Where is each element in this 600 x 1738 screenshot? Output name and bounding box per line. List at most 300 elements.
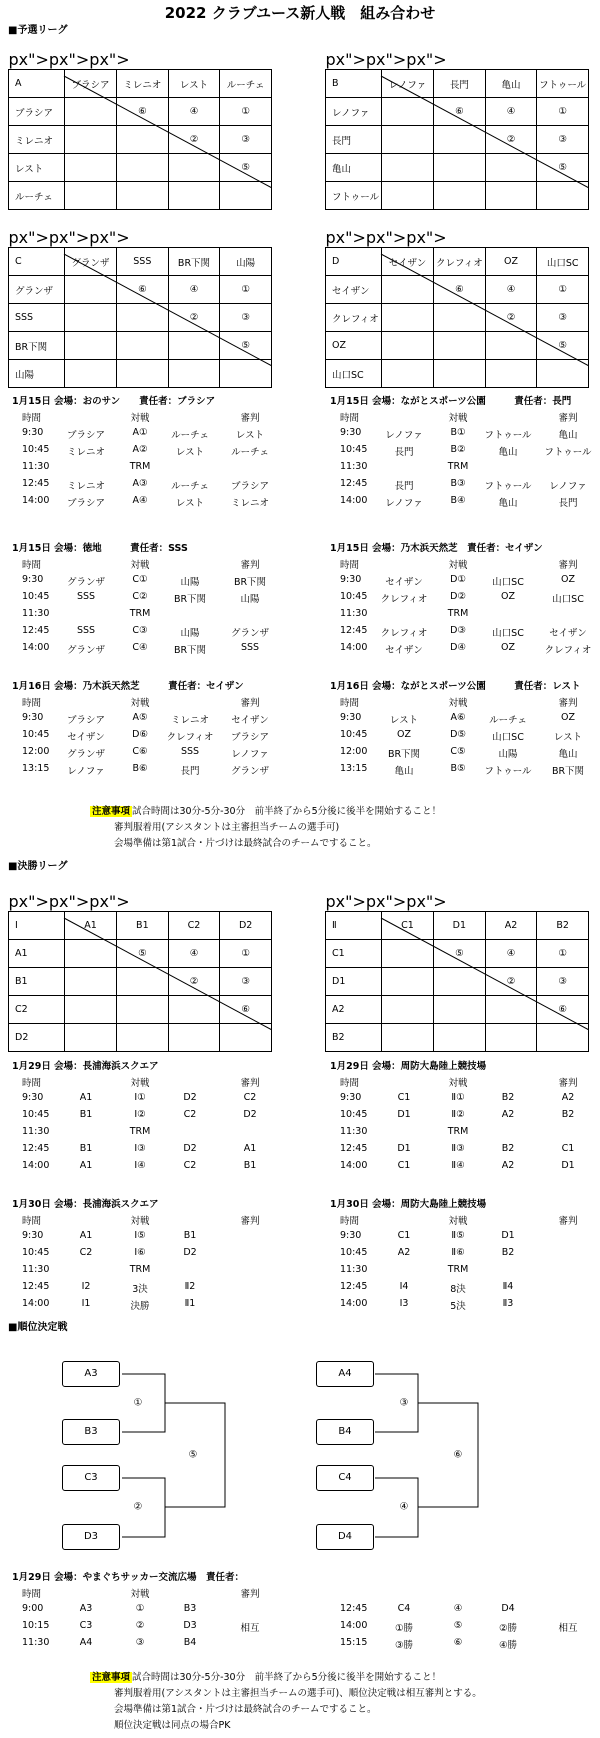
- row-team: 山口SC: [326, 360, 382, 388]
- match-cell: ③: [537, 968, 589, 996]
- match-time: 10:45: [22, 1109, 50, 1120]
- column-team: B2: [537, 912, 589, 940]
- match-time: 9:30: [22, 1092, 44, 1103]
- bracket-team: D4: [316, 1524, 374, 1550]
- match-cell: ①: [537, 940, 589, 968]
- notice-label: 注意事項: [92, 1672, 131, 1683]
- match-time: 11:30: [340, 461, 368, 472]
- match-cell: ①: [220, 98, 272, 126]
- match-time: 11:30: [340, 1126, 368, 1137]
- team-away: フトゥール: [484, 430, 532, 441]
- schedule-title: 1月15日 会場：ながとスポーツ公園 責任者：長門: [330, 396, 572, 407]
- match-time: 12:45: [22, 1143, 50, 1154]
- team-home: セイザン: [385, 577, 423, 588]
- header-referee: 審判: [558, 1216, 578, 1227]
- team-home: B1: [79, 1109, 93, 1120]
- match-time: 11:30: [22, 1126, 50, 1137]
- header-time: 時間: [340, 1078, 360, 1089]
- schedule-row: [12, 1637, 282, 1654]
- header-match: 対戦: [130, 1216, 150, 1227]
- notice-line: 審判服着用(アシスタントは主審担当チームの選手可)、順位決定戦は相互審判とする。: [114, 1688, 482, 1699]
- team-away: B2: [501, 1143, 515, 1154]
- match-id: C⑤: [450, 746, 466, 757]
- team-home: レノファ: [385, 430, 423, 441]
- bracket-team: D3: [62, 1524, 120, 1550]
- row-team: セイザン: [326, 276, 382, 304]
- referee: BR下関: [233, 577, 267, 588]
- match-cell: ③: [220, 304, 272, 332]
- header-match: 対戦: [130, 413, 150, 424]
- match-id: C④: [132, 642, 148, 653]
- header-referee: 審判: [240, 1589, 260, 1600]
- match-cell: ③: [537, 304, 589, 332]
- match-time: 10:45: [340, 591, 368, 602]
- match-cell: ④: [485, 98, 537, 126]
- column-team: 長門: [434, 70, 486, 98]
- team-home: セイザン: [385, 645, 423, 656]
- group-name: B: [326, 70, 382, 98]
- match-time: 11:30: [22, 1637, 50, 1648]
- referee: C2: [243, 1092, 257, 1103]
- team-away: D2: [183, 1092, 197, 1103]
- team-home: A1: [79, 1230, 93, 1241]
- team-home: C2: [79, 1247, 93, 1258]
- league-table: px">px">px">Ⅰ A1 B1 C2 D2 A1 ⑤ ④ ① B1 ② ③ C2 ⑥ D2: [8, 892, 272, 1052]
- league-table: px">px">px">C グランザ SSS BR下関 山陽 グランザ ⑥ ④ ① SSS ② ③ BR下関 ⑤ 山陽: [8, 228, 272, 388]
- notice-line: 会場準備は第1試合・片づけは最終試合のチームですること。: [114, 838, 377, 849]
- column-team: 山口SC: [537, 248, 589, 276]
- team-away: B3: [183, 1603, 197, 1614]
- team-home: B1: [79, 1143, 93, 1154]
- team-away: OZ: [501, 642, 515, 653]
- match-id: B⑤: [450, 763, 466, 774]
- match-time: 12:45: [22, 625, 50, 636]
- header-referee: 審判: [240, 1078, 260, 1089]
- referee: レノファ: [549, 481, 587, 492]
- team-away: ルーチェ: [171, 430, 209, 441]
- match-cell: ⑥: [537, 996, 589, 1024]
- column-team: レスト: [168, 70, 220, 98]
- match-id: Ⅰ③: [134, 1143, 146, 1154]
- row-team: クレフィオ: [326, 304, 382, 332]
- match-time: 9:30: [22, 712, 44, 723]
- match-time: 10:45: [22, 444, 50, 455]
- referee: ルーチェ: [231, 447, 269, 458]
- match-time: 14:00: [340, 495, 368, 506]
- column-team: D1: [434, 912, 486, 940]
- team-away: ミレニオ: [170, 715, 210, 726]
- team-away: Ⅱ4: [502, 1281, 514, 1292]
- column-team: A2: [485, 912, 537, 940]
- header-time: 時間: [22, 1216, 42, 1227]
- match-cell: ②: [485, 968, 537, 996]
- rank-schedule-left: [12, 1586, 282, 1654]
- schedule-title: 1月16日 会場：乃木浜天然芝 責任者：セイザン: [12, 681, 244, 692]
- match-time: 12:45: [22, 478, 50, 489]
- match-cell: ②: [168, 968, 220, 996]
- team-home: D1: [397, 1143, 411, 1154]
- header-time: 時間: [340, 560, 360, 571]
- team-home: ミレニオ: [66, 481, 106, 492]
- header-time: 時間: [22, 560, 42, 571]
- match-time: 11:30: [22, 608, 50, 619]
- header-match: 対戦: [448, 1216, 468, 1227]
- rank-schedule-right: [330, 1586, 600, 1654]
- column-team: 山陽: [220, 248, 272, 276]
- team-home: グランザ: [66, 749, 106, 760]
- match-id: Ⅱ①: [451, 1092, 465, 1103]
- match-cell: ⑥: [434, 276, 486, 304]
- team-away: BR下関: [173, 594, 207, 605]
- referee: ブラシア: [230, 732, 270, 743]
- match-cell: ②: [485, 126, 537, 154]
- match-time: 10:45: [340, 444, 368, 455]
- row-team: C1: [326, 940, 382, 968]
- referee: 相互: [558, 1623, 578, 1634]
- header-time: 時間: [340, 698, 360, 709]
- referee: ミレニオ: [230, 498, 270, 509]
- team-away: Ⅱ2: [184, 1281, 196, 1292]
- header-time: 時間: [22, 1078, 42, 1089]
- match-id: TRM: [447, 1264, 469, 1275]
- referee: ブラシア: [230, 481, 270, 492]
- referee: BR下関: [551, 766, 585, 777]
- match-time: 9:30: [340, 1092, 362, 1103]
- match-id: D④: [450, 642, 466, 653]
- match-id: ①: [135, 1603, 145, 1614]
- bracket-match-number: ④: [399, 1501, 409, 1513]
- team-away: レスト: [175, 447, 205, 458]
- match-id: A①: [132, 427, 148, 438]
- column-team: グランザ: [65, 248, 117, 276]
- match-id: ④: [453, 1603, 463, 1614]
- schedule-title: 1月15日 会場：徳地 責任者：SSS: [12, 543, 188, 554]
- match-id: TRM: [129, 461, 151, 472]
- bracket-right-lines: [300, 0, 600, 1560]
- section-final-heading: ■決勝リーグ: [8, 861, 68, 872]
- notice-line: 試合時間は30分-5分-30分 前半終了から5分後に後半を開始すること！: [132, 806, 442, 817]
- match-cell: ④: [168, 940, 220, 968]
- match-time: 12:45: [340, 625, 368, 636]
- referee: セイザン: [231, 715, 269, 726]
- match-cell: ①: [220, 276, 272, 304]
- notice-line: 審判服着用(アシスタントは主審担当チームの選手可): [114, 822, 340, 833]
- match-cell: ③: [220, 968, 272, 996]
- team-away: D2: [183, 1143, 197, 1154]
- match-id: TRM: [129, 1264, 151, 1275]
- match-cell: ②: [485, 304, 537, 332]
- match-id: Ⅱ②: [451, 1109, 465, 1120]
- schedule-title: 1月30日 会場：周防大島陸上競技場: [330, 1199, 487, 1210]
- match-time: 12:00: [22, 746, 50, 757]
- header-referee: 審判: [558, 698, 578, 709]
- team-home: OZ: [397, 729, 411, 740]
- team-home: A4: [79, 1637, 93, 1648]
- schedule-title: 1月29日 会場：周防大島陸上競技場: [330, 1061, 487, 1072]
- match-time: 11:30: [22, 461, 50, 472]
- match-time: 10:45: [22, 591, 50, 602]
- team-away: 亀山: [498, 498, 518, 509]
- team-away: D1: [501, 1230, 515, 1241]
- match-id: B⑥: [132, 763, 148, 774]
- team-home: Ⅰ3: [399, 1298, 409, 1309]
- match-time: 10:45: [340, 1109, 368, 1120]
- match-id: C⑥: [132, 746, 148, 757]
- header-match: 対戦: [130, 698, 150, 709]
- match-time: 14:00: [22, 495, 50, 506]
- match-time: 9:30: [22, 427, 44, 438]
- referee: グランザ: [230, 766, 270, 777]
- group-name: Ⅰ: [9, 912, 65, 940]
- match-time: 10:45: [340, 729, 368, 740]
- group-name: C: [9, 248, 65, 276]
- notice-line: 試合時間は30分-5分-30分 前半終了から5分後に後半を開始すること！: [132, 1672, 442, 1683]
- row-team: ミレニオ: [9, 126, 65, 154]
- match-time: 10:15: [22, 1620, 50, 1631]
- team-away: A2: [501, 1160, 515, 1171]
- team-away: 山口SC: [492, 577, 524, 588]
- header-referee: 審判: [240, 698, 260, 709]
- schedule-row: [330, 1620, 600, 1637]
- match-id: 5決: [450, 1301, 466, 1312]
- match-cell: ④: [168, 276, 220, 304]
- match-id: Ⅰ⑤: [134, 1230, 146, 1241]
- referee: D2: [243, 1109, 257, 1120]
- match-id: ③: [135, 1637, 145, 1648]
- match-id: Ⅱ④: [451, 1160, 465, 1171]
- group-name: Ⅱ: [326, 912, 382, 940]
- team-away: レスト: [175, 498, 205, 509]
- team-away: フトゥール: [484, 481, 532, 492]
- header-match: 対戦: [448, 413, 468, 424]
- match-time: 14:00: [340, 642, 368, 653]
- column-team: BR下関: [168, 248, 220, 276]
- match-time: 14:00: [340, 1160, 368, 1171]
- row-team: OZ: [326, 332, 382, 360]
- referee: 相互: [240, 1623, 260, 1634]
- schedule-title: 1月15日 会場：乃木浜天然芝 責任者：セイザン: [330, 543, 543, 554]
- referee: B1: [243, 1160, 257, 1171]
- match-id: D③: [450, 625, 466, 636]
- team-home: A2: [397, 1247, 411, 1258]
- match-cell: ①: [537, 98, 589, 126]
- bracket-match-number: ①: [133, 1397, 143, 1409]
- team-home: グランザ: [66, 577, 106, 588]
- league-table: px">px">px">B レノファ 長門 亀山 フトゥール レノファ ⑥ ④ ① 長門 ② ③ 亀山 ⑤ フトゥール: [325, 50, 589, 210]
- match-id: D⑤: [450, 729, 466, 740]
- league-table: px">px">px">A ブラシア ミレニオ レスト ルーチェ ブラシア ⑥ ④ ① ミレニオ ② ③ レスト ⑤ ルーチェ: [8, 50, 272, 210]
- match-id: C③: [132, 625, 148, 636]
- match-cell: ③: [537, 126, 589, 154]
- team-home: Ⅰ1: [81, 1298, 91, 1309]
- match-cell: ①: [537, 276, 589, 304]
- match-cell: ⑥: [434, 98, 486, 126]
- match-cell: ⑤: [537, 154, 589, 182]
- match-id: ⑥: [453, 1637, 463, 1648]
- match-cell: ②: [168, 126, 220, 154]
- team-home: ③勝: [394, 1640, 414, 1651]
- match-cell: ⑥: [117, 276, 169, 304]
- match-id: TRM: [129, 608, 151, 619]
- referee: セイザン: [549, 628, 587, 639]
- schedule-title: 1月29日 会場：やまぐちサッカー交流広場 責任者：: [12, 1572, 244, 1583]
- team-away: 長門: [180, 766, 200, 777]
- referee: B2: [561, 1109, 575, 1120]
- section-rank-heading: ■順位決定戦: [8, 1322, 68, 1333]
- team-away: 山口SC: [492, 732, 524, 743]
- team-away: OZ: [501, 591, 515, 602]
- referee: 亀山: [558, 430, 578, 441]
- bracket-match-number: ⑤: [188, 1449, 198, 1461]
- match-time: 14:00: [340, 1620, 368, 1631]
- match-id: B②: [450, 444, 466, 455]
- header-match: 対戦: [130, 560, 150, 571]
- match-time: 9:00: [22, 1603, 44, 1614]
- match-time: 14:00: [22, 1298, 50, 1309]
- match-cell: ⑥: [117, 98, 169, 126]
- match-id: Ⅰ④: [134, 1160, 146, 1171]
- team-home: クレフィオ: [380, 594, 428, 605]
- match-id: ⑤: [453, 1620, 463, 1631]
- match-time: 12:45: [340, 1281, 368, 1292]
- team-home: ブラシア: [66, 498, 106, 509]
- match-time: 14:00: [22, 642, 50, 653]
- match-time: 15:15: [340, 1637, 368, 1648]
- match-id: TRM: [129, 1126, 151, 1137]
- match-time: 10:45: [340, 1247, 368, 1258]
- schedule-title: 1月29日 会場：長浦海浜スクエア: [12, 1061, 159, 1072]
- rank-schedule: [12, 1569, 592, 1651]
- row-team: ルーチェ: [9, 182, 65, 210]
- match-cell: ④: [485, 940, 537, 968]
- match-cell: ①: [220, 940, 272, 968]
- match-time: 9:30: [340, 427, 362, 438]
- schedule-row: [12, 1620, 282, 1637]
- bracket-team: A4: [316, 1361, 374, 1387]
- team-away: A2: [501, 1109, 515, 1120]
- page-title: 2022 クラブユース新人戦 組み合わせ: [164, 4, 436, 22]
- group-name: D: [326, 248, 382, 276]
- header-referee: 審判: [240, 560, 260, 571]
- team-away: B4: [183, 1637, 197, 1648]
- row-team: D2: [9, 1024, 65, 1052]
- header-referee: 審判: [558, 413, 578, 424]
- match-id: Ⅱ⑤: [451, 1230, 465, 1241]
- match-id: B①: [450, 427, 466, 438]
- referee: 山陽: [240, 594, 260, 605]
- referee: グランザ: [230, 628, 270, 639]
- referee: レスト: [235, 430, 265, 441]
- row-team: A1: [9, 940, 65, 968]
- match-id: Ⅰ①: [134, 1092, 146, 1103]
- header-time: 時間: [340, 1216, 360, 1227]
- referee: 長門: [558, 498, 578, 509]
- team-home: SSS: [76, 591, 96, 602]
- row-team: D1: [326, 968, 382, 996]
- schedule-title: 1月16日 会場：ながとスポーツ公園 責任者：レスト: [330, 681, 581, 692]
- team-away: B2: [501, 1247, 515, 1258]
- section-prelim-heading: ■予選リーグ: [8, 25, 68, 36]
- referee: レスト: [553, 732, 583, 743]
- team-home: C3: [79, 1620, 93, 1631]
- header-match: 対戦: [448, 1078, 468, 1089]
- match-time: 12:45: [340, 1603, 368, 1614]
- match-id: 8決: [450, 1284, 466, 1295]
- row-team: SSS: [9, 304, 65, 332]
- team-away: フトゥール: [484, 766, 532, 777]
- team-away: 山陽: [498, 749, 518, 760]
- referee: A1: [243, 1143, 257, 1154]
- team-away: BR下関: [173, 645, 207, 656]
- row-team: レスト: [9, 154, 65, 182]
- match-id: Ⅱ⑥: [451, 1247, 465, 1258]
- column-team: フトゥール: [537, 70, 589, 98]
- league-table: px">px">px">Ⅱ C1 D1 A2 B2 C1 ⑤ ④ ① D1 ② ③ A2 ⑥ B2: [325, 892, 589, 1052]
- row-team: フトゥール: [326, 182, 382, 210]
- team-home: ①勝: [394, 1623, 414, 1634]
- team-home: セイザン: [67, 732, 105, 743]
- team-home: SSS: [76, 625, 96, 636]
- referee: A2: [561, 1092, 575, 1103]
- referee: OZ: [561, 712, 575, 723]
- team-away: Ⅱ1: [184, 1298, 196, 1309]
- column-team: SSS: [117, 248, 169, 276]
- match-id: A④: [132, 495, 148, 506]
- header-time: 時間: [22, 413, 42, 424]
- header-match: 対戦: [130, 1078, 150, 1089]
- referee: OZ: [561, 574, 575, 585]
- bracket-match-number: ②: [133, 1501, 143, 1513]
- column-team: ミレニオ: [117, 70, 169, 98]
- team-away: ②勝: [498, 1623, 518, 1634]
- row-team: 長門: [326, 126, 382, 154]
- team-away: 山陽: [180, 628, 200, 639]
- match-time: 9:30: [340, 1230, 362, 1241]
- match-id: 決勝: [130, 1301, 150, 1312]
- match-cell: ⑤: [220, 154, 272, 182]
- match-time: 12:45: [340, 478, 368, 489]
- referee: C1: [561, 1143, 575, 1154]
- match-cell: ⑥: [220, 996, 272, 1024]
- match-id: TRM: [447, 461, 469, 472]
- match-cell: ⑤: [537, 332, 589, 360]
- team-home: A3: [79, 1603, 93, 1614]
- match-time: 12:45: [22, 1281, 50, 1292]
- team-home: C1: [397, 1160, 411, 1171]
- team-home: クレフィオ: [380, 628, 428, 639]
- team-away: 亀山: [498, 447, 518, 458]
- team-home: Ⅰ2: [81, 1281, 91, 1292]
- column-team: 亀山: [485, 70, 537, 98]
- team-away: SSS: [180, 746, 200, 757]
- row-team: B2: [326, 1024, 382, 1052]
- row-team: BR下関: [9, 332, 65, 360]
- column-team: C1: [382, 912, 434, 940]
- row-team: 山陽: [9, 360, 65, 388]
- row-team: グランザ: [9, 276, 65, 304]
- header-match: 対戦: [448, 698, 468, 709]
- header-referee: 審判: [558, 560, 578, 571]
- header-referee: 審判: [240, 1216, 260, 1227]
- match-cell: ②: [168, 304, 220, 332]
- referee: D1: [561, 1160, 575, 1171]
- schedule-title: 1月15日 会場：おのサン 責任者：ブラシア: [12, 396, 216, 407]
- match-id: A②: [132, 444, 148, 455]
- match-cell: ④: [168, 98, 220, 126]
- match-id: A⑤: [132, 712, 148, 723]
- team-away: C2: [183, 1160, 197, 1171]
- match-id: B③: [450, 478, 466, 489]
